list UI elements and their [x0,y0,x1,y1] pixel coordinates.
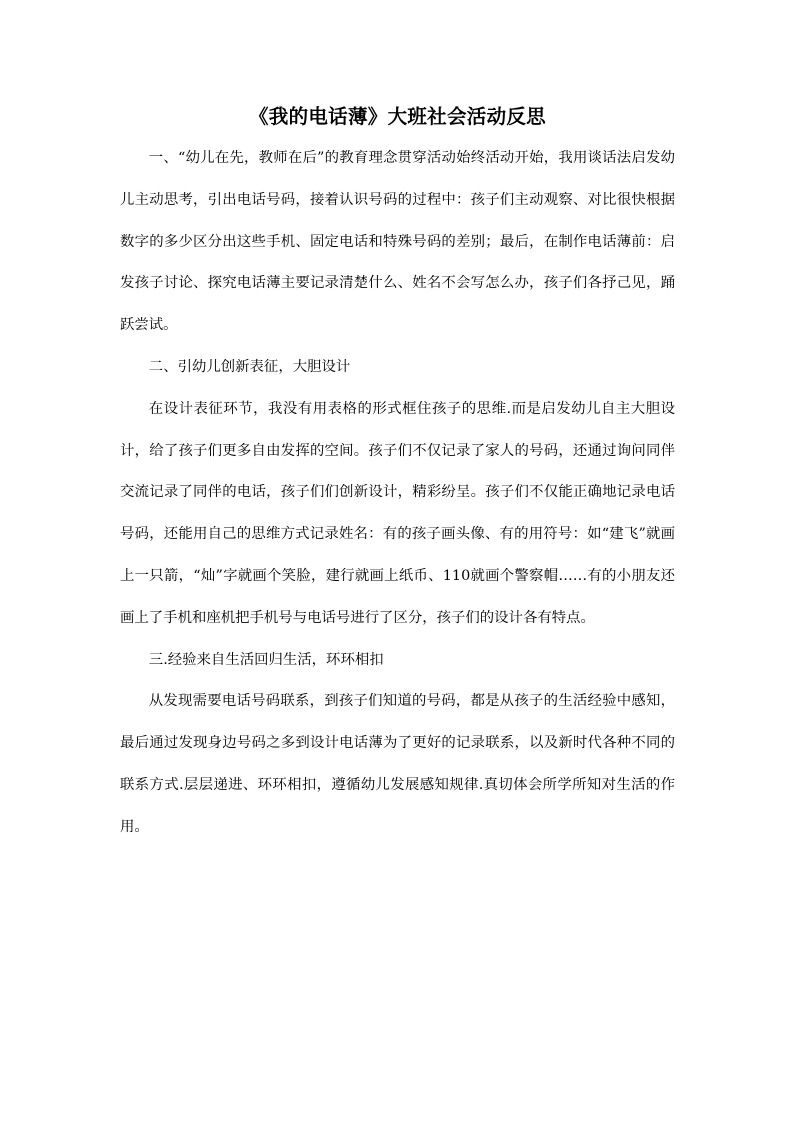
paragraph-3: 从发现需要电话号码联系，到孩子们知道的号码，都是从孩子的生活经验中感知，最后通过发现身边号码之多到设计电话薄为了更好的记录联系，以及新时代各种不同的联系方式.层层递进、环环相扣，遵循幼儿发展感知规律.真切体会所学所知对生活的作用。 [120,693,675,835]
page-title: 《我的电话薄》大班社会活动反思 [248,105,546,128]
document-body [120,98,675,849]
paragraph-2: 在设计表征环节，我没有用表格的形式框住孩子的思维.而是启发幼儿自主大胆设计，给了孩子们更多自由发挥的空间。孩子们不仅记录了家人的号码，还通过询问同伴交流记录了同伴的电话，孩子们们创新设计，精彩纷呈。孩子们不仅能正确地记录电话号码，还能用自己的思维方式记录姓名：有的孩子画头像、有的用符号：如“建飞”就画上一只箭，“灿”字就画个笑脸，建行就画上纸币、110就画个警察帽……有的小朋友还画上了手机和座机把手机号与电话号进行了区分，孩子们的设计各有特点。 [120,400,675,626]
section-heading-2: 二、引幼儿创新表征，大胆设计 [148,358,351,375]
section-heading-3: 三.经验来自生活回归生活，环环相扣 [148,651,384,668]
paragraph-1: 一、“幼儿在先，教师在后”的教育理念贯穿活动始终活动开始，我用谈话法启发幼儿主动思考，引出电话号码，接着认识号码的过程中：孩子们主动观察、对比很快根据数字的多少区分出这些手机、固定电话和特殊号码的差别；最后，在制作电话薄前：启发孩子讨论、探究电话薄主要记录清楚什么、姓名不会写怎么办，孩子们各抒己见，踊跃尝试。 [120,150,675,334]
